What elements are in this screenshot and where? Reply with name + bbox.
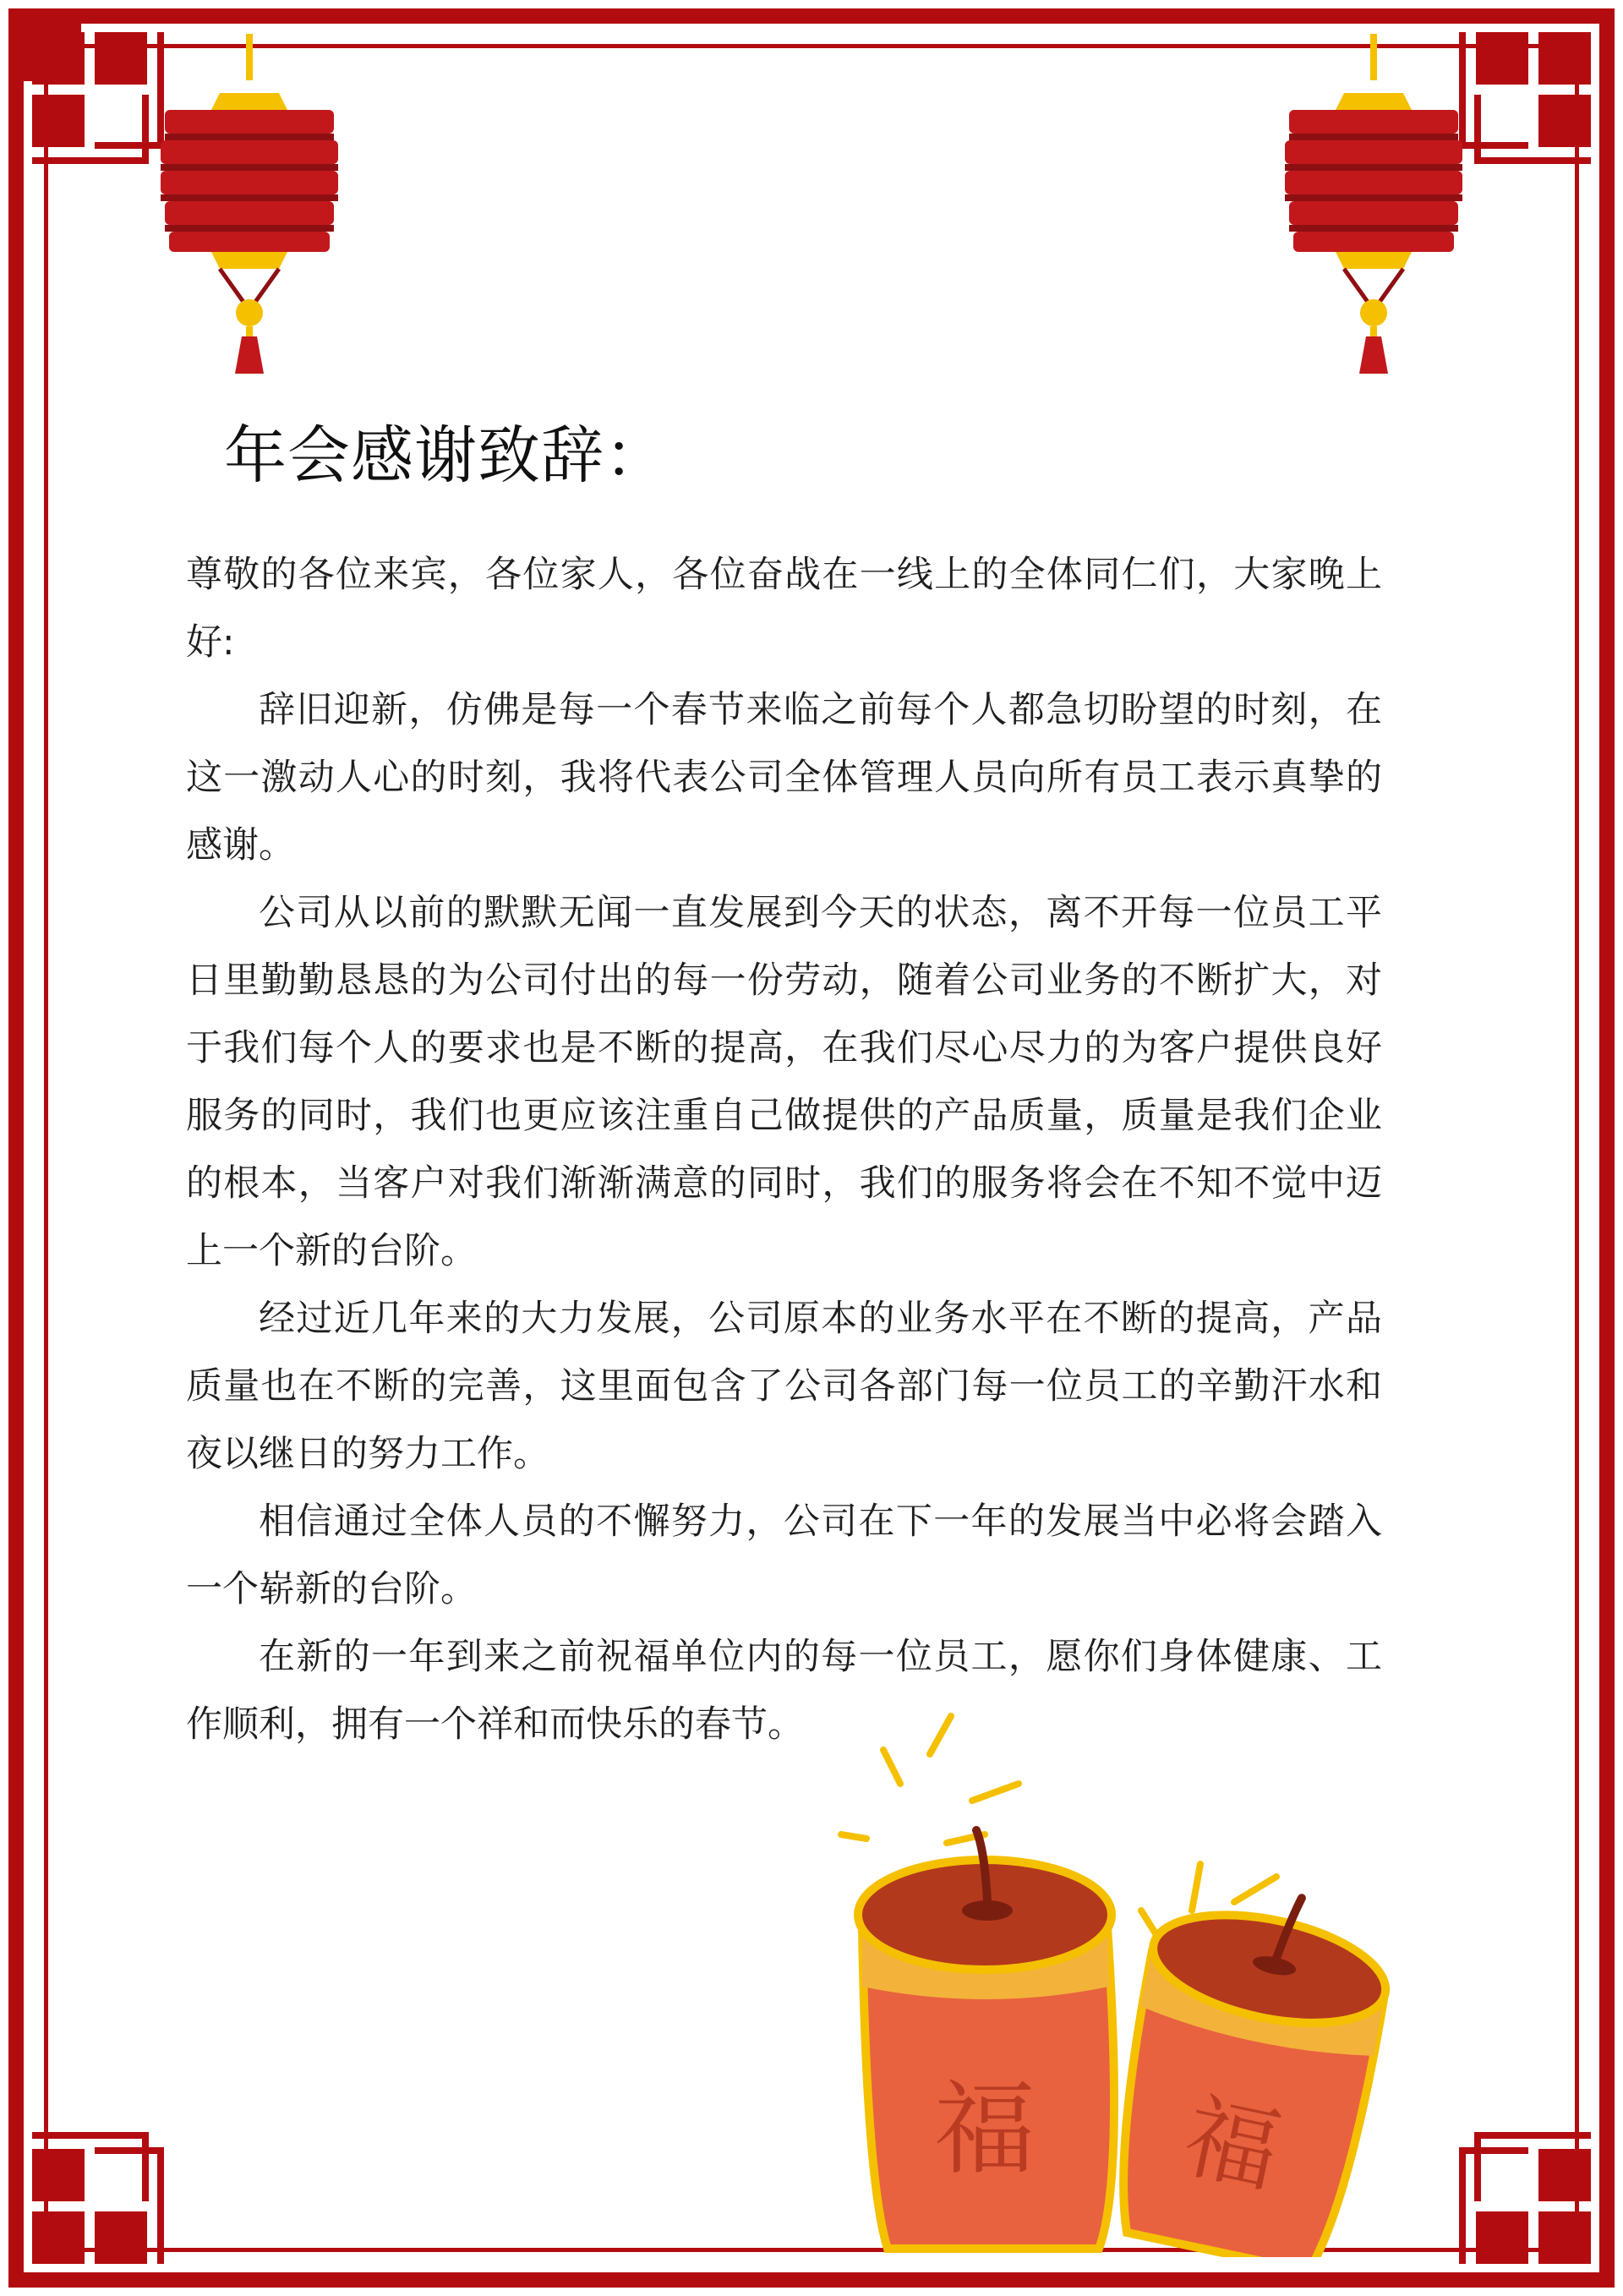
letter-body [186,541,1382,1758]
fu-character: 福 [1175,2085,1288,2206]
corner-ornament-bottom-left [22,2122,174,2274]
lantern-icon [161,34,338,380]
paragraph: 公司从以前的默默无闻一直发展到今天的状态，离不开每一位员工平日里勤勤恳恳的为公司付出的每一份劳动，随着公司业务的不断扩大，对于我们每个人的要求也是不断的提高，在我们尽心尽力的为客户提供良好服务的同时，我们也更应该注重自己做提供的产品质量，质量是我们企业的根本，当客户对我们渐渐满意的同时，我们的服务将会在不知不觉中迈上一个新的台阶。 [186,892,1382,1272]
paragraph: 相信通过全体人员的不懈努力，公司在下一年的发展当中必将会踏入一个崭新的台阶。 [186,1501,1382,1610]
page-title: 年会感谢致辞： [224,419,668,492]
greeting: 尊敬的各位来宾，各位家人，各位奋战在一线上的全体同仁们，大家晚上好: [186,554,1382,664]
corner-ornament-top-left [22,22,174,174]
corner-ornament-bottom-right [1449,2122,1601,2274]
paragraph: 辞旧迎新，仿佛是每一个春节来临之前每个人都急切盼望的时刻，在这一激动人心的时刻，我将代表公司全体管理人员向所有员工表示真挚的感谢。 [186,689,1382,866]
paragraph: 在新的一年到来之前祝福单位内的每一位员工，愿你们身体健康、工作顺利，拥有一个祥和而快乐的春节。 [186,1636,1382,1746]
paragraph: 经过近几年来的大力发展，公司原本的业务水平在不断的提高，产品质量也在不断的完善，这里面包含了公司各部门每一位员工的辛勤汗水和夜以继日的努力工作。 [186,1298,1382,1475]
fu-character: 福 [934,2074,1036,2186]
firecracker-icon [837,1708,1420,2257]
lantern-icon [1285,34,1462,380]
corner-ornament-top-right [1449,22,1601,174]
